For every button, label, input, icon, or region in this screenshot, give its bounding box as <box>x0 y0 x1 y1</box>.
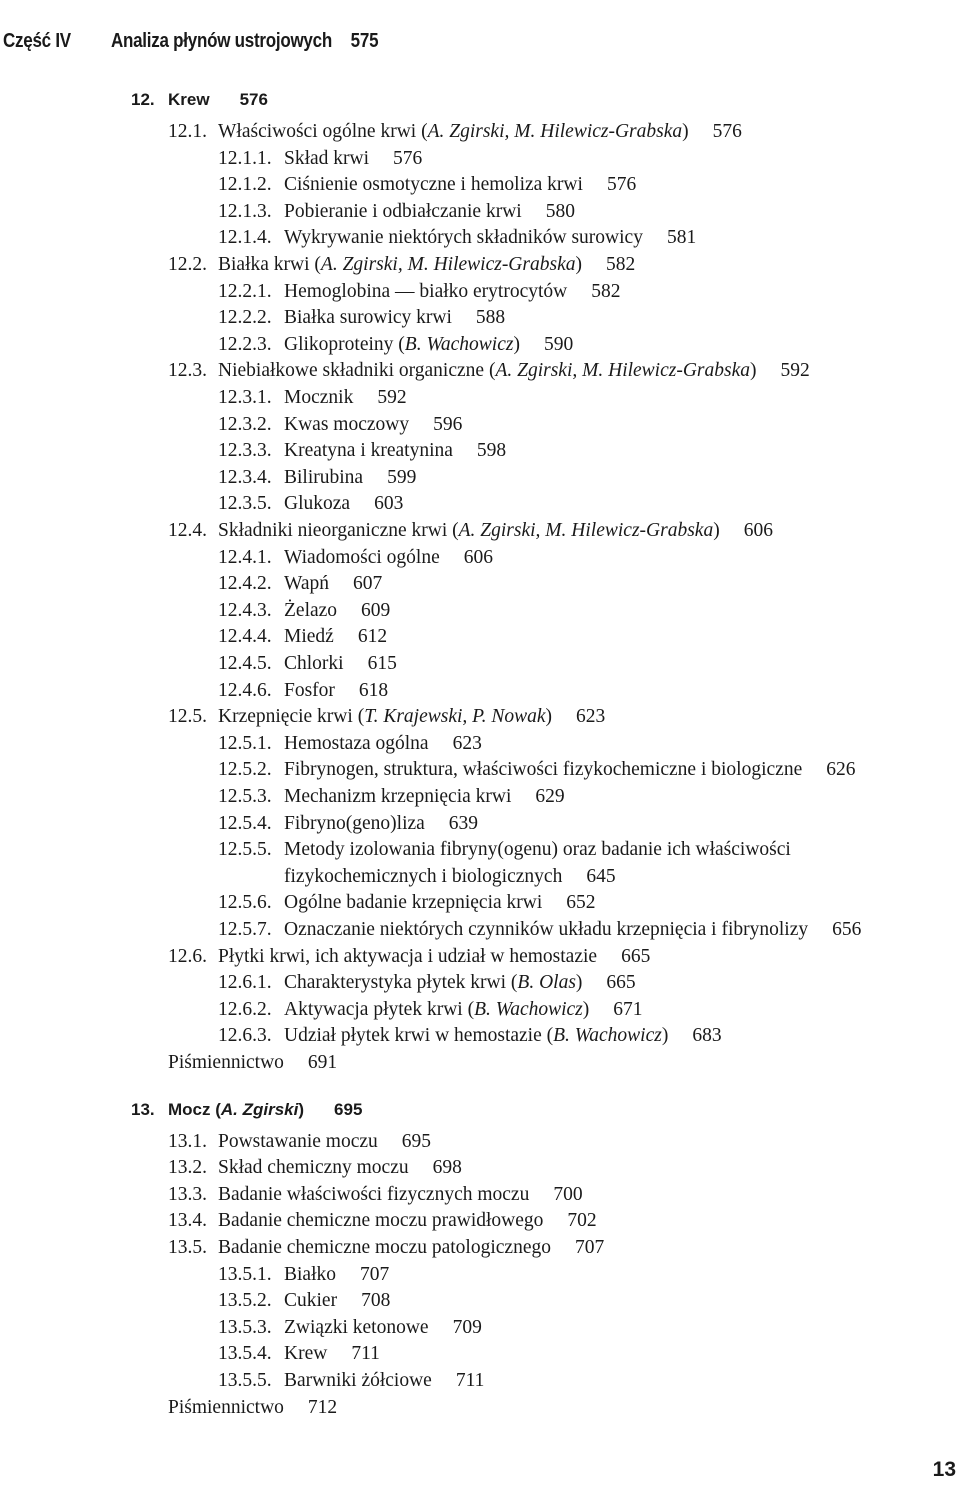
toc-entry-title: Mocznik <box>284 387 354 408</box>
toc-entry-number: 12.3. <box>168 360 207 382</box>
toc-entry-number: 12.6.2. <box>218 998 272 1020</box>
toc-entry-number: 12.4.5. <box>218 653 272 674</box>
toc-entry <box>218 652 397 676</box>
toc-entry-title: Chlorki <box>284 653 344 674</box>
toc-entry-title: Wykrywanie niektórych składników surowicy <box>284 227 643 249</box>
toc-entry-number: 13.1. <box>168 1130 207 1152</box>
toc-entry-title: Badanie chemiczne moczu prawidłowego <box>218 1210 544 1232</box>
toc-entry-number: 12.4. <box>168 520 207 541</box>
toc-entry-number: 12.5.5. <box>218 839 272 861</box>
toc-entry-number: 12.4.4. <box>218 626 272 648</box>
toc-entry <box>218 226 696 250</box>
toc-entry-title: Skład krwi <box>284 147 370 169</box>
toc-entry-title: Kwas moczowy <box>284 413 410 435</box>
toc-entry-page: 691 <box>307 1052 338 1073</box>
toc-entry-title: Piśmiennictwo <box>168 1396 284 1418</box>
toc-entry-page: 576 <box>712 121 742 142</box>
toc-entry-authors: T. Krajewski, P. Nowak <box>364 706 546 728</box>
toc-entry-title: Płytki krwi, ich aktywacja i udział w hemostazie <box>218 945 598 967</box>
toc-entry-page: 708 <box>361 1290 391 1312</box>
toc-entry-title: Fibrynogen, struktura, właściwości fizykochemiczne i biologiczne <box>284 759 803 781</box>
toc-entry-title: Aktywacja płytek krwi <box>284 998 463 1020</box>
toc-entry-title: Powstawanie moczu <box>218 1130 378 1152</box>
toc-entry-title: Cukier <box>284 1290 338 1312</box>
toc-entry-number: 12.1.3. <box>218 200 272 222</box>
toc-entry-title: Niebiałkowe składniki organiczne <box>218 360 485 382</box>
toc-entry: 12.1. Właściwości ogólne krwi (A. Zgirski, M. Hilewicz-Grabska) 576 <box>168 121 742 142</box>
toc-entry: 12.6.2. Aktywacja płytek krwi (B. Wachowicz) 671 <box>218 998 643 1020</box>
toc-entry-page: 615 <box>367 653 397 674</box>
toc-entry-title: Mechanizm krzepnięcia krwi <box>284 786 512 807</box>
toc-entry-number: 12.2.1. <box>218 280 272 302</box>
toc-entry-authors: A. Zgirski, M. Hilewicz-Grabska <box>427 121 683 142</box>
toc-entry-page: 671 <box>613 998 643 1020</box>
toc-entry-page: 592 <box>780 360 810 382</box>
toc-chapter <box>131 88 268 112</box>
toc-entry <box>218 625 387 649</box>
toc-entry-authors: A. Zgirski, M. Hilewicz-Grabska <box>320 254 576 275</box>
toc-entry-title: Wapń <box>284 573 329 595</box>
part-title: Analiza płynów ustrojowych <box>110 30 332 52</box>
toc-entry-title: Bilirubina <box>284 466 364 488</box>
toc-entry-number: 13.4. <box>168 1210 207 1232</box>
toc-entry-authors: B. Wachowicz <box>404 333 514 355</box>
toc-entry <box>218 1342 380 1366</box>
toc-entry-title: Fosfor <box>284 679 335 701</box>
toc-entry <box>218 1369 484 1393</box>
toc-entry <box>218 413 462 437</box>
toc-entry-number: 13.3. <box>168 1183 207 1205</box>
toc-entry: 12.2.3. Glikoproteiny (B. Wachowicz) 590 <box>218 333 574 355</box>
toc-entry-page: 683 <box>692 1025 722 1047</box>
toc-entry <box>218 173 636 197</box>
toc-entry: 12.6.3. Udział płytek krwi w hemostazie (B. Wachowicz) 683 <box>218 1025 722 1047</box>
toc-entry-page: 639 <box>448 812 479 834</box>
toc-entry <box>218 466 416 490</box>
toc-entry <box>218 280 620 304</box>
toc-entry-title: Badanie właściwości fizycznych moczu <box>218 1183 530 1205</box>
toc-entry-page: 695 <box>334 1099 363 1119</box>
toc-entry <box>218 785 565 809</box>
toc-entry-page: 596 <box>433 413 463 435</box>
toc-entry <box>168 1130 431 1154</box>
toc-entry <box>218 1263 389 1287</box>
toc-entry-number: 13.5.4. <box>218 1343 272 1365</box>
toc-entry <box>218 147 422 171</box>
toc-entry-page: 665 <box>621 945 651 967</box>
toc-entry-page: 707 <box>574 1237 605 1258</box>
toc-entry-number: 12.2.3. <box>218 333 272 355</box>
toc-entry-page: 588 <box>475 307 506 329</box>
toc-entry-number: 12. <box>131 90 155 109</box>
toc-entry-page: 665 <box>606 972 636 994</box>
toc-chapter: 13. Mocz (A. Zgirski) 695 <box>131 1098 362 1122</box>
toc-entry-title: Białka krwi <box>218 254 310 275</box>
toc-entry-title: Hemoglobina — białko erytrocytów <box>284 280 568 302</box>
toc-entry-number: 12.5.7. <box>218 919 272 940</box>
toc-entry: 12.3. Niebiałkowe składniki organiczne (A. Zgirski, M. Hilewicz-Grabska) 592 <box>168 360 810 382</box>
toc-entry-number: 12.5.3. <box>218 786 272 807</box>
toc-entry-title: Składniki nieorganiczne krwi <box>218 520 448 541</box>
toc-entry-title: Białko <box>284 1263 336 1285</box>
toc-entry <box>218 599 390 623</box>
toc-entry-page: 711 <box>351 1343 380 1365</box>
toc-entry-number: 12.5.1. <box>218 732 272 754</box>
toc-entry-title: Badanie chemiczne moczu patologicznego <box>218 1237 551 1258</box>
toc-entry-number: 12.5. <box>168 706 207 728</box>
toc-entry-page: 576 <box>239 90 268 109</box>
toc-entry-page: 581 <box>666 227 697 249</box>
toc-entry-page: 623 <box>576 706 606 728</box>
toc-entry-number: 12.3.3. <box>218 440 272 462</box>
toc-entry <box>218 306 505 330</box>
page-number: 13 <box>932 1458 956 1481</box>
toc-entry-title: Właściwości ogólne krwi <box>218 121 417 142</box>
toc-entry <box>218 386 407 410</box>
toc-entry-title: Ogólne badanie krzepnięcia krwi <box>284 892 543 914</box>
toc-entry-number: 12.6. <box>168 945 207 967</box>
toc-entry <box>218 838 791 862</box>
toc-entry-page: 656 <box>832 919 862 940</box>
toc-entry-number: 12.1. <box>168 121 207 142</box>
toc-entry-page: 709 <box>452 1316 482 1338</box>
toc-entry <box>218 891 596 915</box>
toc-entry-number: 12.1.4. <box>218 227 272 249</box>
toc-entry: 12.4. Składniki nieorganiczne krwi (A. Zgirski, M. Hilewicz-Grabska) 606 <box>168 520 773 541</box>
toc-entry-number: 12.2. <box>168 254 207 275</box>
toc-entry <box>218 758 855 782</box>
toc-entry-number: 13.5.5. <box>218 1370 272 1391</box>
toc-entry-number: 12.2.2. <box>218 307 272 329</box>
toc-entry-title: Krzepnięcie krwi <box>218 706 353 728</box>
toc-entry-title: Hemostaza ogólna <box>284 732 429 754</box>
toc-entry-authors: A. Zgirski, M. Hilewicz-Grabska <box>458 520 714 541</box>
toc-entry-title: Metody izolowania fibryny(ogenu) oraz badanie ich właściwości <box>284 839 791 861</box>
toc-entry-page: 629 <box>535 786 565 807</box>
toc-entry <box>218 812 478 836</box>
toc-entry <box>168 1236 604 1260</box>
toc-entry-authors: A. Zgirski, M. Hilewicz-Grabska <box>495 360 751 382</box>
toc-entry-number: 12.6.3. <box>218 1025 272 1047</box>
toc-entry-page: 598 <box>476 440 507 462</box>
toc-entry <box>218 492 403 516</box>
toc-entry-number: 13. <box>131 1099 155 1119</box>
toc-entry-title: fizykochemicznych i biologicznych <box>284 865 563 887</box>
toc-entry <box>168 1051 337 1075</box>
part-label: Część IV <box>3 30 71 52</box>
toc-entry-page: 590 <box>543 333 574 355</box>
toc-entry <box>168 1156 462 1180</box>
toc-entry-page: 576 <box>606 174 637 196</box>
toc-entry <box>168 1209 597 1233</box>
toc-entry-title: Ciśnienie osmotyczne i hemoliza krwi <box>284 174 583 196</box>
toc-entry-page: 712 <box>307 1396 338 1418</box>
toc-entry <box>284 865 616 889</box>
toc-entry-number: 12.3.1. <box>218 387 272 408</box>
toc-entry-title: Białka surowicy krwi <box>284 307 452 329</box>
toc-entry-number: 12.4.2. <box>218 573 272 595</box>
toc-entry <box>168 1183 583 1207</box>
toc-entry-page: 607 <box>353 573 383 595</box>
toc-entry-title: Krew <box>168 90 210 109</box>
toc-entry-title: Glukoza <box>284 493 351 515</box>
toc-entry-title: Glikoproteiny <box>284 333 394 355</box>
toc-entry-page: 695 <box>401 1130 432 1152</box>
toc-entry-title: Żelazo <box>284 599 338 621</box>
toc-entry-number: 13.5.2. <box>218 1290 272 1312</box>
toc-entry-authors: B. Wachowicz <box>553 1025 662 1047</box>
toc-entry <box>218 679 388 703</box>
toc-entry-page: 700 <box>553 1183 583 1205</box>
toc-entry-title: Miedź <box>284 626 334 648</box>
toc-entry-number: 13.5. <box>168 1237 207 1258</box>
toc-entry-page: 580 <box>545 200 575 222</box>
toc-entry: 12.2. Białka krwi (A. Zgirski, M. Hilewicz-Grabska) 582 <box>168 254 636 275</box>
toc-entry-number: 12.3.5. <box>218 493 272 515</box>
toc-entry-title: Skład chemiczny moczu <box>218 1157 409 1179</box>
toc-entry-page: 707 <box>360 1263 390 1285</box>
toc-entry <box>218 200 575 224</box>
toc-entry-title: Piśmiennictwo <box>168 1052 284 1073</box>
toc-entry-number: 12.1.1. <box>218 147 272 169</box>
toc-entry-page: 618 <box>358 679 389 701</box>
toc-entry-title: Udział płytek krwi w hemostazie <box>284 1025 542 1047</box>
toc-entry <box>218 1316 482 1340</box>
toc-entry-page: 599 <box>387 466 417 488</box>
toc-entry-page: 606 <box>463 546 493 568</box>
toc-entry-number: 12.5.4. <box>218 812 272 834</box>
toc-entry-page: 606 <box>743 520 773 541</box>
toc-entry-title: Charakterystyka płytek krwi <box>284 972 507 994</box>
toc-entry-number: 13.2. <box>168 1157 207 1179</box>
toc-entry-number: 12.3.4. <box>218 466 272 488</box>
toc-entry-page: 609 <box>361 599 391 621</box>
toc-entry <box>218 439 506 463</box>
toc-entry-page: 652 <box>566 892 596 914</box>
toc-entry-page: 626 <box>826 759 856 781</box>
toc-entry-page: 698 <box>432 1157 462 1179</box>
toc-entry <box>218 572 382 596</box>
toc-entry <box>218 1289 390 1313</box>
toc-entry-title: Pobieranie i odbiałczanie krwi <box>284 200 522 222</box>
toc-entry-number: 12.5.2. <box>218 759 272 781</box>
toc-entry-page: 603 <box>374 493 404 515</box>
toc-entry-authors: A. Zgirski <box>220 1099 299 1119</box>
toc-entry <box>218 732 482 756</box>
toc-entry-title: Związki ketonowe <box>284 1316 429 1338</box>
toc-entry-title: Barwniki żółciowe <box>284 1370 432 1391</box>
toc-entry-number: 12.1.2. <box>218 174 272 196</box>
toc-entry-title: Kreatyna i kreatynina <box>284 440 453 462</box>
toc-entry-number: 12.6.1. <box>218 972 272 994</box>
toc-entry-number: 12.5.6. <box>218 892 272 914</box>
toc-entry-title: Wiadomości ogólne <box>284 546 440 568</box>
toc-entry: 12.5. Krzepnięcie krwi (T. Krajewski, P. Nowak) 623 <box>168 706 606 728</box>
toc-entry <box>168 945 650 969</box>
toc-entry-number: 12.4.1. <box>218 546 272 568</box>
toc-entry-page: 582 <box>605 254 636 275</box>
toc-entry-authors: B. Wachowicz <box>474 998 583 1020</box>
toc-entry-authors: B. Olas <box>517 972 576 994</box>
toc-entry-number: 12.4.3. <box>218 599 272 621</box>
toc-entry-title: Krew <box>284 1343 328 1365</box>
toc-entry-page: 582 <box>591 280 621 302</box>
toc-entry-page: 702 <box>567 1210 597 1232</box>
toc-entry: 12.6.1. Charakterystyka płytek krwi (B. Olas) 665 <box>218 972 636 994</box>
toc-entry-page: 711 <box>455 1370 485 1391</box>
toc-entry-title: Mocz <box>168 1099 211 1119</box>
toc-entry <box>168 1396 337 1420</box>
part-page: 575 <box>350 30 379 52</box>
toc-entry-number: 12.4.6. <box>218 679 272 701</box>
toc-entry-title: Oznaczanie niektórych czynników układu krzepnięcia i fibrynolizy <box>284 919 809 940</box>
toc-entry-page: 592 <box>377 387 407 408</box>
toc-entry-number: 12.3.2. <box>218 413 272 435</box>
toc-entry <box>218 918 861 942</box>
toc-entry-page: 645 <box>586 865 616 887</box>
toc-entry-number: 13.5.3. <box>218 1316 272 1338</box>
toc-entry-page: 623 <box>452 732 482 754</box>
toc-entry-number: 13.5.1. <box>218 1263 272 1285</box>
toc-entry <box>218 546 493 570</box>
toc-entry-page: 576 <box>393 147 423 169</box>
toc-entry-title: Fibryno(geno)liza <box>284 812 425 834</box>
toc-entry-page: 612 <box>357 626 388 648</box>
